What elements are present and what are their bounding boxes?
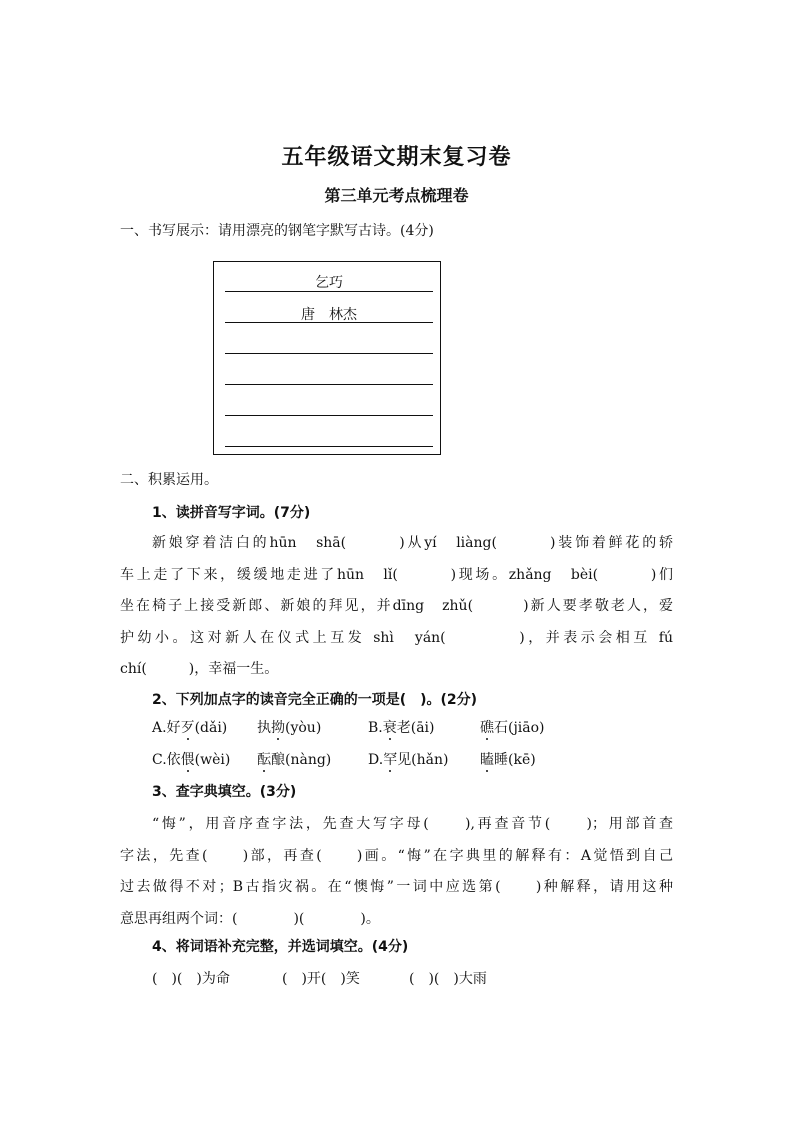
q2-heading: 2、下列加点字的读音完全正确的一项是( )。(2分)	[152, 692, 478, 708]
q2-option-b2: 礁石(jiāo)	[480, 720, 545, 736]
q1-line: 新娘穿着洁白的hūn shā( )从yí liàng( )装饰着鲜花的轿	[152, 535, 673, 551]
writing-line	[225, 322, 433, 323]
q2-option-b1: B.衰老(āi)	[368, 720, 435, 736]
q2-option-c2: 酝酿(nàng)	[257, 752, 332, 768]
q4-item: ( )开( )笑	[282, 971, 360, 987]
poem-writing-box	[213, 261, 441, 455]
poem-author: 唐 林杰	[301, 307, 357, 323]
page-subtitle: 第三单元考点梳理卷	[324, 186, 469, 205]
q1-heading: 1、读拼音写字词。(7分)	[152, 505, 311, 521]
q3-line: 过去做得不对；B古指灾祸。在“懊悔”一词中应选第( )种解释，请用这种	[120, 879, 673, 895]
q3-line: 意思再组两个词：( )( )。	[120, 910, 380, 927]
q1-line: chí( )，幸福一生。	[120, 661, 279, 677]
q1-line: 坐在椅子上接受新郎、新娘的拜见，并dīng zhǔ( )新人要孝敬老人，爱	[120, 598, 673, 614]
q4-item: ( )( )为命	[152, 971, 230, 987]
q1-line: 车上走了下来，缓缓地走进了hūn lǐ( )现场。zhǎng bèi( )们	[120, 566, 673, 583]
q2-option-d1: D.罕见(hǎn)	[368, 752, 449, 768]
q3-passage	[120, 809, 673, 935]
q2-option-a1: A.好歹(dǎi)	[152, 720, 228, 736]
q3-heading: 3、查字典填空。(3分)	[152, 784, 297, 800]
writing-line[interactable]	[225, 384, 433, 385]
q4-item: ( )( )大雨	[409, 971, 487, 987]
writing-line	[225, 291, 433, 292]
q3-line: 字法，先查( )部，再查( )画。“悔”在字典里的解释有：A觉悟到自己	[120, 847, 673, 864]
writing-line[interactable]	[225, 446, 433, 447]
writing-line[interactable]	[225, 353, 433, 354]
q2-option-a2: 执拗(yòu)	[257, 720, 322, 736]
q1-passage	[120, 528, 673, 686]
section2-heading: 二、积累运用。	[120, 472, 218, 488]
q4-heading: 4、将词语补充完整，并选词填空。(4分)	[152, 939, 409, 955]
q1-line: 护幼小。这对新人在仪式上互发 shì yán( )，并表示会相互 fú	[120, 629, 673, 646]
q3-line: “悔”，用音序查字法，先查大写字母( ),再查音节( )；用部首查	[152, 816, 673, 832]
poem-title: 乞巧	[315, 275, 343, 291]
q2-option-d2: 瞌睡(kē)	[480, 752, 536, 768]
q2-option-c1: C.依偎(wèi)	[152, 752, 231, 768]
section1-heading: 一、书写展示：请用漂亮的钢笔字默写古诗。(4分)	[120, 223, 434, 239]
writing-line[interactable]	[225, 415, 433, 416]
page-title: 五年级语文期末复习卷	[281, 145, 512, 170]
